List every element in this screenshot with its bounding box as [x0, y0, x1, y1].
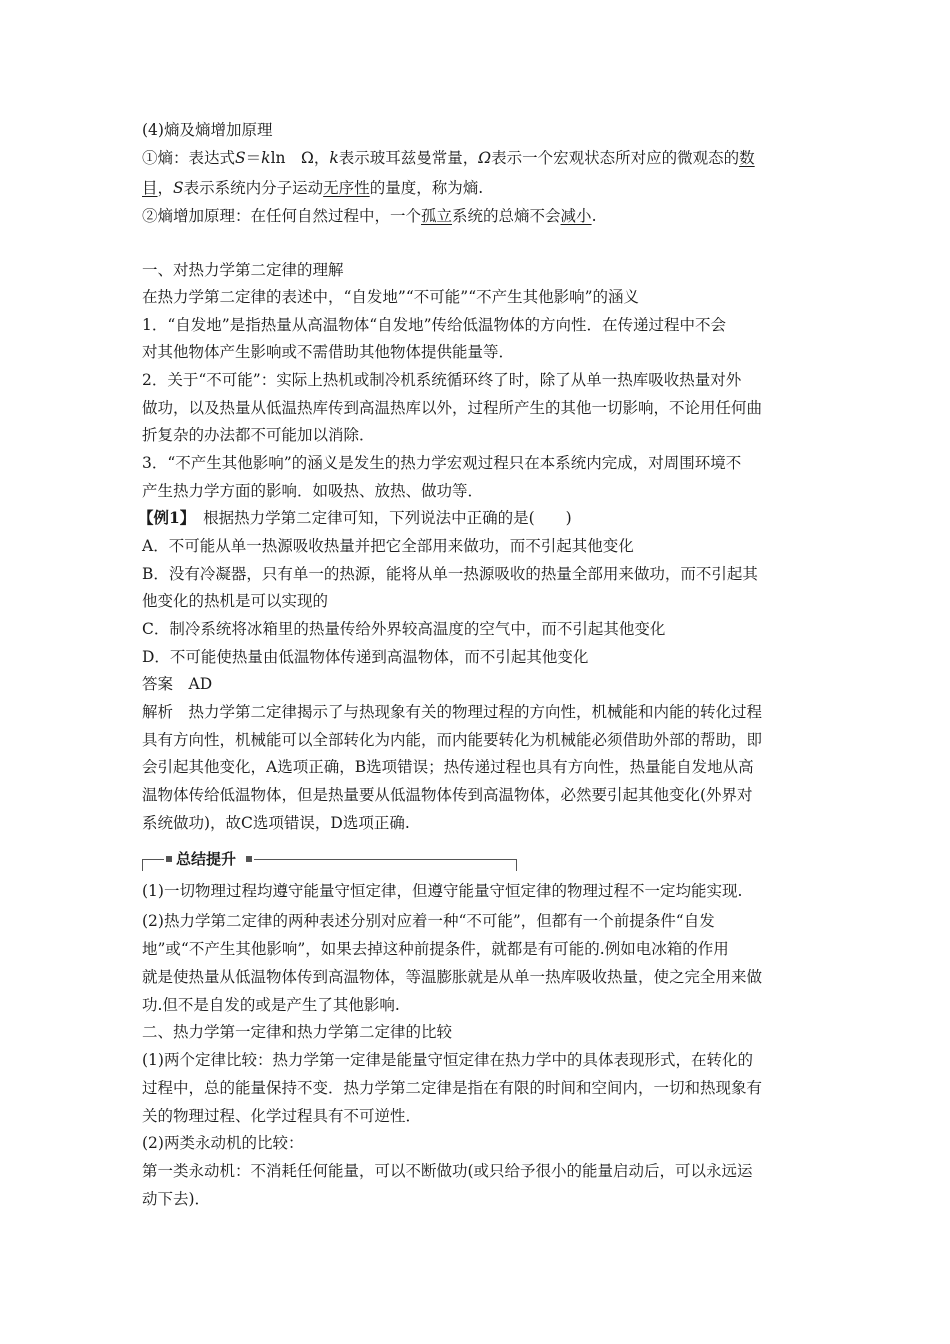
- summary-line: 功.但不是自发的或是产生了其他影响.: [142, 996, 400, 1014]
- answer: 答案 AD: [142, 675, 213, 693]
- summary-title: 总结提升: [176, 850, 237, 868]
- paragraph-line: 第一类永动机：不消耗任何能量，可以不断做功(或只给予很小的能量启动后，可以永远运: [142, 1162, 753, 1180]
- divider: [142, 859, 143, 871]
- underlined-term: 数: [739, 149, 755, 167]
- text-span: ＝: [245, 149, 262, 167]
- option-d: D．不可能使热量由低温物体传递到高温物体，而不引起其他变化: [142, 648, 589, 666]
- paragraph-line: 3．“不产生其他影响”的涵义是发生的热力学宏观过程只在本系统内完成，对周围环境不: [142, 454, 742, 472]
- symbol-k: k: [261, 149, 271, 167]
- symbol-S: S: [173, 179, 184, 197]
- option-a: A．不可能从单一热源吸收热量并把它全部用来做功，而不引起其他变化: [142, 537, 634, 555]
- part2-heading: 二、热力学第一定律和热力学第二定律的比较: [142, 1023, 453, 1041]
- text-span: .: [591, 207, 597, 225]
- underlined-term: 孤立: [421, 207, 453, 225]
- text-span: 根据热力学第二定律可知，下列说法中正确的是( ): [203, 509, 572, 527]
- analysis-line: 解析 热力学第二定律揭示了与热现象有关的物理过程的方向性，机械能和内能的转化过程: [142, 703, 763, 721]
- option-b-line-1: B．没有冷凝器，只有单一的热源，能将从单一热源吸收的热量全部用来做功，而不引起其: [142, 565, 758, 583]
- symbol-omega: Ω: [478, 149, 492, 167]
- part1-heading: 一、对热力学第二定律的理解: [142, 261, 344, 279]
- text-span: ②熵增加原理：在任何自然过程中，一个: [142, 207, 422, 225]
- example-stem: [138, 507, 572, 529]
- option-c: C．制冷系统将冰箱里的热量传给外界较高温度的空气中，而不引起其他变化: [142, 620, 666, 638]
- part1-intro: 在热力学第二定律的表述中，“自发地”“不可能”“不产生其他影响”的涵义: [142, 288, 640, 306]
- analysis-line: 具有方向性，机械能可以全部转化为内能，而内能要转化为机械能必须借助外部的帮助，即: [142, 731, 763, 749]
- paragraph-line: (1)两个定律比较：热力学第一定律是能量守恒定律在热力学中的具体表现形式，在转化的: [142, 1051, 753, 1069]
- summary-line: (2)热力学第二定律的两种表述分别对应着一种“不可能”，但都有一个前提条件“自发: [142, 912, 715, 930]
- symbol-S: S: [235, 149, 246, 167]
- text-span: 的量度，称为熵.: [369, 179, 484, 197]
- analysis-line: 会引起其他变化，A选项正确，B选项错误；热传递过程也具有方向性，热量能自发地从高: [142, 758, 754, 776]
- option-b-line-2: 他变化的热机是可以实现的: [142, 592, 329, 610]
- text-span: 表示系统内分子运动: [183, 179, 324, 197]
- underlined-term: 目: [142, 179, 158, 197]
- text-span: ①熵：表达式: [142, 149, 236, 167]
- entropy-definition-line-1: [142, 147, 755, 169]
- square-bullet-icon: [166, 856, 172, 862]
- text-span: 系统的总熵不会: [452, 207, 561, 225]
- analysis-line: 温物体传给低温物体，但是热量要从低温物体传到高温物体，必然要引起其他变化(外界对: [142, 786, 753, 804]
- paragraph-line: (2)两类永动机的比较：: [142, 1134, 304, 1152]
- analysis-line: 系统做功)，故C选项错误，D选项正确.: [142, 814, 410, 832]
- summary-line: (1)一切物理过程均遵守能量守恒定律，但遵守能量守恒定律的物理过程不一定均能实现.: [142, 882, 743, 900]
- underlined-term: 无序性: [323, 179, 370, 197]
- summary-header: [142, 848, 520, 872]
- summary-line: 就是使热量从低温物体传到高温物体，等温膨胀就是从单一热库吸收热量，使之完全用来做: [142, 968, 763, 986]
- paragraph-line: 过程中，总的能量保持不变．热力学第二定律是指在有限的时间和空间内，一切和热现象有: [142, 1079, 763, 1097]
- square-bullet-icon: [246, 856, 252, 862]
- symbol-k: k: [329, 149, 339, 167]
- paragraph-line: 做功，以及热量从低温热库传到高温热库以外，过程所产生的其他一切影响，不论用任何曲: [142, 399, 763, 417]
- text-span: ln Ω，: [270, 149, 330, 167]
- divider: [142, 859, 164, 860]
- entropy-increase-principle: [142, 205, 597, 227]
- paragraph-line: 折复杂的办法都不可能加以消除．: [142, 426, 375, 444]
- paragraph-line: 关的物理过程、化学过程具有不可逆性．: [142, 1107, 422, 1125]
- paragraph-line: 2．关于“不可能”：实际上热机或制冷机系统循环终了时，除了从单一热库吸收热量对外: [142, 371, 742, 389]
- divider: [516, 859, 517, 871]
- paragraph-line: 动下去)．: [142, 1190, 211, 1208]
- text-span: 表示玻耳兹曼常量，: [338, 149, 479, 167]
- summary-line: 地”或“不产生其他影响”，如果去掉这种前提条件，就都是有可能的.例如电冰箱的作用: [142, 940, 729, 958]
- underlined-term: 减小: [560, 207, 592, 225]
- paragraph-line: 1．“自发地”是指热量从高温物体“自发地”传给低温物体的方向性．在传递过程中不会: [142, 316, 727, 334]
- section-title: (4)熵及熵增加原理: [142, 121, 273, 139]
- paragraph-line: 产生热力学方面的影响．如吸热、放热、做功等．: [142, 482, 484, 500]
- text-span: 表示一个宏观状态所对应的微观态的: [491, 149, 740, 167]
- divider: [254, 859, 516, 860]
- text-span: ，: [157, 179, 174, 197]
- entropy-definition-line-2: [142, 177, 483, 199]
- paragraph-line: 对其他物体产生影响或不需借助其他物体提供能量等．: [142, 343, 515, 361]
- example-tag: 【例1】: [138, 508, 188, 527]
